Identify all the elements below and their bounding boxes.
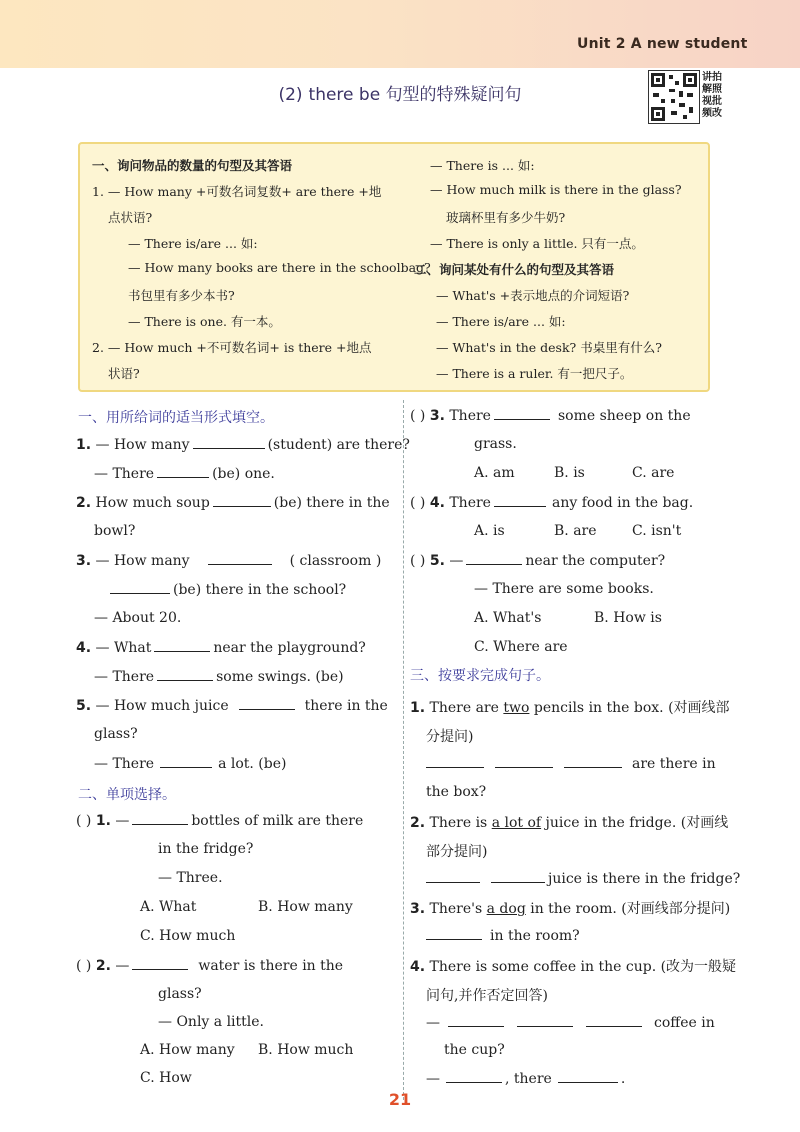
p2-q5-line1 [410, 552, 665, 569]
qr-code-icon[interactable] [648, 70, 700, 124]
blank[interactable] [132, 812, 188, 825]
box-line: 状语? [108, 366, 140, 381]
header-band [0, 0, 800, 68]
p3-q1-line1 [410, 697, 730, 717]
p1-q2-line1 [76, 494, 390, 511]
blank[interactable] [110, 581, 170, 594]
p2-q1-line2: in the fridge? [158, 841, 254, 857]
box-heading-1: 一、询问物品的数量的句型及其答语 [92, 158, 293, 173]
p1-q3-line2 [94, 581, 346, 598]
page-number: 21 [388, 1090, 412, 1109]
blank[interactable] [157, 465, 209, 478]
q-number: 2. [410, 815, 426, 831]
box-line: — There is a ruler. 有一把尺子。 [436, 366, 633, 381]
text: There [449, 408, 491, 424]
p2-q4-option-a[interactable]: A. is [474, 523, 505, 539]
answer-paren: ( ) [76, 958, 92, 974]
text: — There [94, 756, 155, 772]
p3-q1-line4: the box? [426, 784, 487, 800]
text: . [620, 1071, 626, 1087]
q-number: 1. [95, 813, 111, 829]
text: — How many [95, 437, 190, 453]
text: — [426, 1071, 440, 1087]
p2-q4-option-c[interactable]: C. isn't [632, 523, 682, 539]
blank[interactable] [517, 1014, 573, 1027]
p2-q5-line2: — There are some books. [474, 581, 654, 597]
text: any food in the bag. [551, 495, 694, 511]
blank[interactable] [491, 870, 545, 883]
p2-q1-line1 [76, 812, 363, 829]
p3-q4-line1 [410, 956, 736, 976]
text: there in the [304, 698, 388, 714]
p2-q2-option-a[interactable]: A. How many [140, 1042, 235, 1058]
blank[interactable] [239, 697, 295, 710]
p3-q2-line3 [426, 870, 740, 887]
text: (student) are there? [267, 437, 410, 453]
p1-q4-line1 [76, 639, 366, 656]
qr-caption: 讲拍解照视批频改 [702, 72, 722, 119]
p2-q3-option-c[interactable]: C. are [632, 465, 675, 481]
box-line: — There is one. 有一本。 [128, 314, 281, 329]
q-number: 4. [429, 495, 445, 511]
blank[interactable] [208, 552, 272, 565]
underlined-text: a dog [486, 901, 526, 917]
p2-q5-option-c[interactable]: C. Where are [474, 639, 568, 655]
q-number: 3. [76, 553, 92, 569]
answer-paren: ( ) [76, 813, 92, 829]
text: There's [429, 901, 483, 917]
p3-q2-line2: 部分提问) [426, 844, 488, 860]
box-line: 2. — How much +不可数名词+ is there +地点 [92, 340, 372, 355]
p1-q4-line2 [94, 668, 344, 685]
p2-q1-option-a[interactable]: A. What [140, 899, 197, 915]
q-number: 3. [429, 408, 445, 424]
p1-q1-line1 [76, 436, 410, 453]
text: , there [505, 1071, 552, 1087]
p2-q3-option-b[interactable]: B. is [554, 465, 585, 481]
q-number: 4. [76, 640, 92, 656]
text: pencils in the box. (对画线部 [533, 700, 730, 716]
box-line: — How many books are there in the schoolbag? [128, 260, 431, 275]
q-number: 1. [410, 700, 426, 716]
text: bottles of milk are there [191, 813, 364, 829]
box-line: — How much milk is there in the glass? [430, 182, 682, 197]
box-line: — What's in the desk? 书桌里有什么? [436, 340, 662, 355]
p3-q4-line2: 问句,并作否定回答) [426, 988, 548, 1004]
box-line: — There is ... 如: [430, 158, 535, 173]
p2-q1-option-c[interactable]: C. How much [140, 928, 236, 944]
blank[interactable] [494, 407, 550, 420]
box-line: — What's +表示地点的介词短语? [436, 288, 630, 303]
text: some sheep on the [557, 408, 691, 424]
text: a lot. (be) [218, 756, 287, 772]
answer-paren: ( ) [410, 553, 426, 569]
text: (be) there in the school? [173, 582, 347, 598]
blank[interactable] [558, 1070, 618, 1083]
underlined-text: two [503, 700, 530, 716]
p3-q1-line2: 分提问) [426, 729, 474, 745]
blank[interactable] [494, 494, 546, 507]
text: some swings. (be) [216, 669, 344, 685]
p3-q1-line3 [426, 755, 716, 772]
p1-q1-line2 [94, 465, 275, 482]
q-number: 4. [410, 959, 426, 975]
text: near the playground? [213, 640, 366, 656]
p1-q5-line3 [94, 755, 286, 772]
blank[interactable] [426, 870, 480, 883]
text: juice is there in the fridge? [548, 871, 741, 887]
p2-q1-line3: — Three. [158, 870, 223, 886]
text: There [449, 495, 491, 511]
part1-title: 一、用所给词的适当形式填空。 [78, 410, 274, 426]
blank[interactable] [154, 639, 210, 652]
p2-q1-option-b[interactable]: B. How many [258, 899, 353, 915]
blank[interactable] [426, 755, 484, 768]
blank[interactable] [193, 436, 265, 449]
underlined-text: a lot of [491, 815, 542, 831]
blank[interactable] [466, 552, 522, 565]
blank[interactable] [564, 755, 622, 768]
text: juice in the fridge. (对画线 [545, 815, 729, 831]
p3-q4-line5 [426, 1070, 625, 1087]
p1-q5-line1 [76, 697, 388, 714]
p2-q3-line2: grass. [474, 436, 517, 452]
text: — How much juice [95, 698, 229, 714]
text: There is some coffee in the cup. (改为一般疑 [429, 959, 737, 975]
p2-q2-line1 [76, 957, 343, 974]
section-title-text: there be 句型的特殊疑问句 [308, 85, 522, 105]
text: — [449, 553, 464, 569]
text: — [426, 1015, 440, 1031]
q-number: 5. [429, 553, 445, 569]
box-line: — There is/are ... 如: [436, 314, 566, 329]
box-line: 书包里有多少本书? [128, 288, 235, 303]
blank[interactable] [157, 668, 213, 681]
p1-q3-line1 [76, 552, 381, 569]
text: There is [429, 815, 488, 831]
column-divider [403, 400, 404, 1100]
p2-q5-option-b[interactable]: B. How is [594, 610, 662, 626]
text: There are [429, 700, 499, 716]
text: are there in [632, 756, 716, 772]
blank[interactable] [132, 957, 188, 970]
text: How much soup [95, 495, 210, 511]
p2-q3-line1 [410, 407, 691, 424]
box-heading-2: 二、询问某处有什么的句型及其答语 [414, 262, 615, 277]
blank[interactable] [160, 755, 212, 768]
part2-title: 二、单项选择。 [78, 787, 176, 803]
box-line: 点状语? [108, 210, 153, 225]
q-number: 5. [76, 698, 92, 714]
text: (be) there in the [273, 495, 390, 511]
q-number: 2. [95, 958, 111, 974]
q-number: 2. [76, 495, 92, 511]
p2-q4-option-b[interactable]: B. are [554, 523, 597, 539]
grammar-box [78, 142, 710, 392]
text: ( classroom ) [289, 553, 382, 569]
p2-q2-line3: — Only a little. [158, 1014, 264, 1030]
text: in the room. (对画线部分提问) [530, 901, 731, 917]
blank[interactable] [586, 1014, 642, 1027]
p2-q5-option-a[interactable]: A. What's [474, 610, 542, 626]
unit-label: Unit 2 A new student [577, 36, 748, 52]
box-line: — There is only a little. 只有一点。 [430, 236, 644, 251]
text: — There [94, 466, 155, 482]
p2-q4-line1 [410, 494, 693, 511]
p2-q2-option-b[interactable]: B. How much [258, 1042, 354, 1058]
text: near the computer? [525, 553, 666, 569]
part3-title: 三、按要求完成句子。 [410, 668, 550, 684]
p3-q2-line1 [410, 812, 728, 832]
blank[interactable] [446, 1070, 502, 1083]
box-line: 1. — How many +可数名词复数+ are there +地 [92, 184, 382, 199]
text: in the room? [490, 928, 580, 944]
text: coffee in [654, 1015, 715, 1031]
q-number: 3. [410, 901, 426, 917]
blank[interactable] [448, 1014, 504, 1027]
text: water is there in the [198, 958, 344, 974]
p3-q3-line1 [410, 898, 730, 918]
section-number: (2) [278, 85, 303, 105]
text: (be) one. [212, 466, 275, 482]
answer-paren: ( ) [410, 408, 426, 424]
p3-q3-line2 [426, 927, 580, 944]
p2-q2-option-c[interactable]: C. How [140, 1070, 192, 1086]
q-number: 1. [76, 437, 92, 453]
p2-q2-line2: glass? [158, 986, 202, 1002]
p3-q4-line3 [426, 1014, 715, 1031]
box-line: 玻璃杯里有多少牛奶? [446, 210, 566, 225]
blank[interactable] [495, 755, 553, 768]
blank[interactable] [426, 927, 482, 940]
box-line: — There is/are ... 如: [128, 236, 258, 251]
p1-q5-line2: glass? [94, 726, 138, 742]
p1-q3-line3: — About 20. [94, 610, 182, 626]
blank[interactable] [213, 494, 271, 507]
answer-paren: ( ) [410, 495, 426, 511]
p1-q2-line2: bowl? [94, 523, 136, 539]
p3-q4-line4: the cup? [444, 1042, 505, 1058]
text: — [115, 813, 130, 829]
text: — [115, 958, 130, 974]
text: — There [94, 669, 155, 685]
text: — How many [95, 553, 190, 569]
text: — What [95, 640, 152, 656]
p2-q3-option-a[interactable]: A. am [474, 465, 515, 481]
